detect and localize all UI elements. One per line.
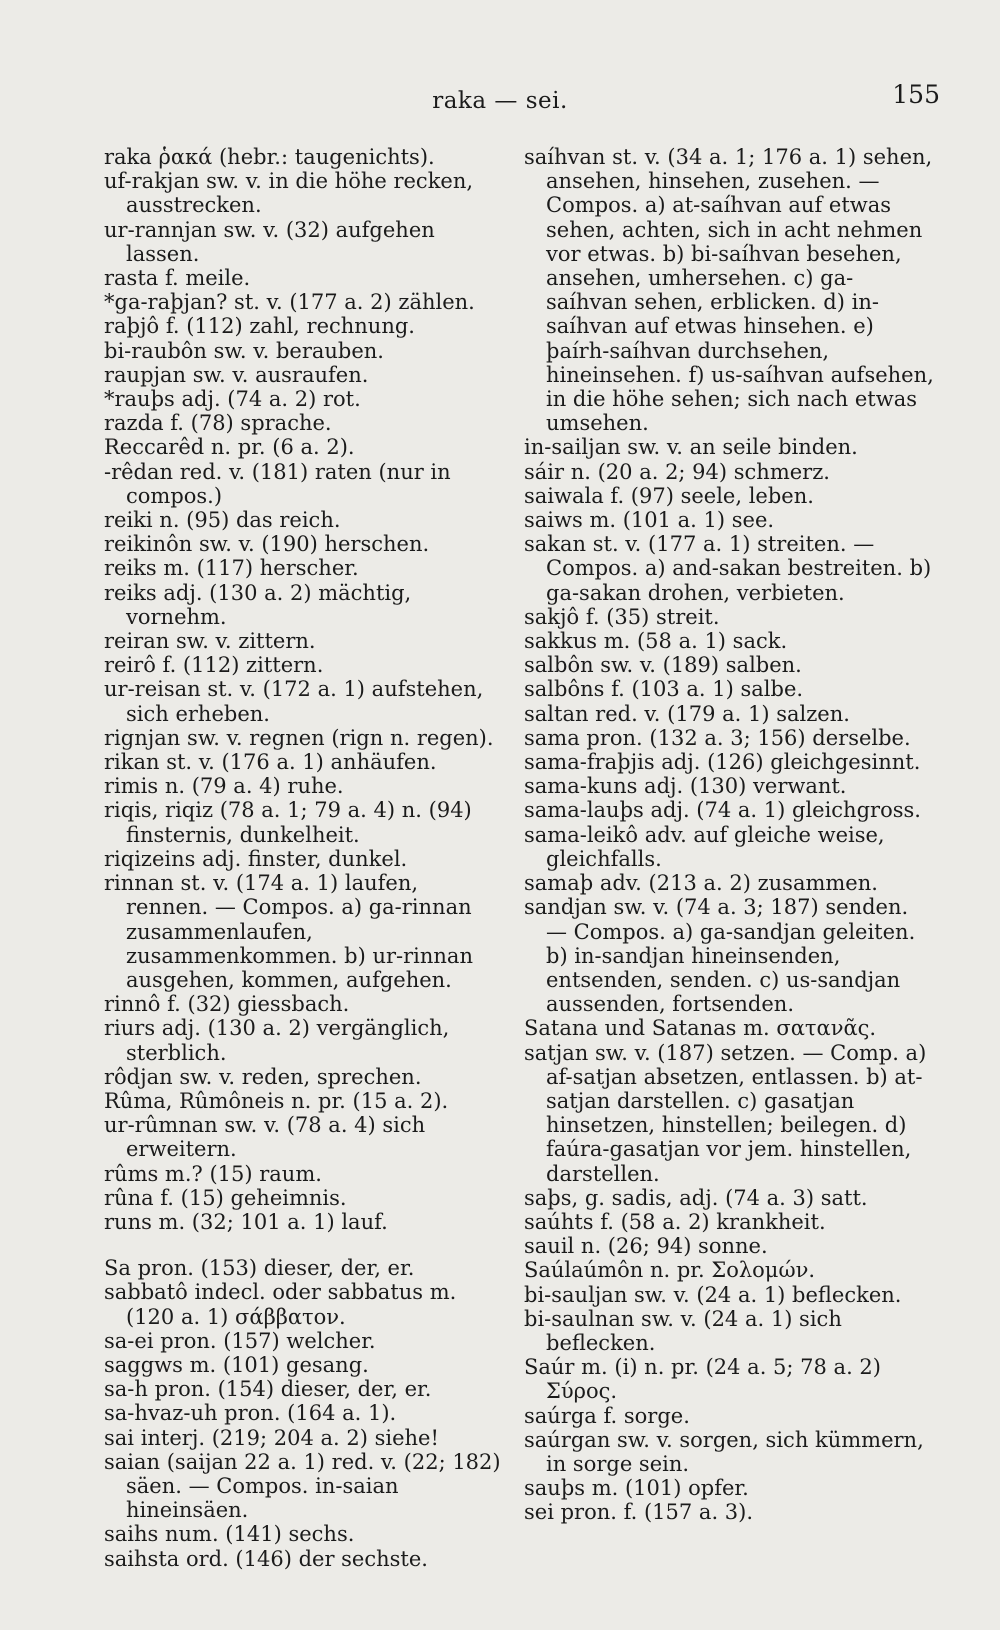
dictionary-entry: rûna f. (15) geheimnis. [104, 1185, 347, 1210]
dictionary-entry: sama-kuns adj. (130) verwant. [524, 774, 847, 799]
section-gap [104, 1234, 504, 1256]
dictionary-entry: Rûma, Rûmôneis n. pr. (15 a. 2). [104, 1088, 449, 1113]
dictionary-entry: saihs num. (141) sechs. [104, 1522, 355, 1547]
dictionary-entry: riqis, riqiz (78 a. 1; 79 a. 4) n. (94) finsternis, dunkelheit. [104, 798, 472, 847]
dictionary-entry: Saúlaúmôn n. pr. Σολομών. [524, 1258, 816, 1283]
dictionary-entry: riqizeins adj. finster, dunkel. [104, 846, 408, 871]
dictionary-entry: ur-reisan st. v. (172 a. 1) aufstehen, sich erheben. [104, 677, 484, 726]
dictionary-entry: saíhvan st. v. (34 a. 1; 176 a. 1) sehen, ansehen, hinsehen, zusehen. — Compos. a) at-saíhvan auf etwas sehen, achten, sich in acht nehmen vor etwas. b) bi-saíhvan besehen, ansehen, umhersehen. c) ga-saíhvan sehen, erblicken. d) in-saíhvan auf etwas hinsehen. e) þaírh-saíhvan durchsehen, hineinsehen. f) us-saíhvan aufsehen, in die höhe sehen; sich nach etwas umsehen. [524, 145, 934, 436]
dictionary-entry: razda f. (78) sprache. [104, 411, 332, 436]
dictionary-entry: sama-fraþjis adj. (126) gleichgesinnt. [524, 750, 921, 775]
dictionary-entry: sa-ei pron. (157) welcher. [104, 1328, 376, 1353]
dictionary-entry: reiks adj. (130 a. 2) mächtig, vornehm. [104, 580, 412, 629]
dictionary-entry: rôdjan sw. v. reden, sprechen. [104, 1064, 422, 1089]
dictionary-entry: reiks m. (117) herscher. [104, 556, 359, 581]
dictionary-entry: reikinôn sw. v. (190) herschen. [104, 532, 430, 557]
left-column [104, 145, 504, 1571]
dictionary-entry: riurs adj. (130 a. 2) vergänglich, sterblich. [104, 1016, 450, 1065]
dictionary-entry: salbôns f. (103 a. 1) salbe. [524, 677, 804, 702]
dictionary-entry: sakjô f. (35) streit. [524, 604, 720, 629]
dictionary-entry: saúrgan sw. v. sorgen, sich kümmern, in sorge sein. [524, 1427, 924, 1476]
dictionary-entry: ur-rannjan sw. v. (32) aufgehen lassen. [104, 217, 435, 266]
dictionary-entry: bi-sauljan sw. v. (24 a. 1) beflecken. [524, 1282, 902, 1307]
dictionary-entry: sauþs m. (101) opfer. [524, 1476, 749, 1501]
dictionary-entry: sama-leikô adv. auf gleiche weise, gleichfalls. [524, 822, 885, 871]
dictionary-entry: saian (saijan 22 a. 1) red. v. (22; 182) säen. — Compos. in-saian hineinsäen. [104, 1449, 501, 1523]
dictionary-entry: sandjan sw. v. (74 a. 3; 187) senden. — Compos. a) ga-sandjan geleiten. b) in-sandjan hineinsenden, entsenden, senden. c) us-sandjan aussenden, fortsenden. [524, 895, 916, 1017]
dictionary-entry: sakkus m. (58 a. 1) sack. [524, 629, 788, 654]
dictionary-entry: sama-lauþs adj. (74 a. 1) gleichgross. [524, 798, 921, 823]
right-column [524, 145, 934, 1525]
dictionary-entry: sei pron. f. (157 a. 3). [524, 1500, 754, 1525]
dictionary-entry: sama pron. (132 a. 3; 156) derselbe. [524, 725, 911, 750]
dictionary-entry: salbôn sw. v. (189) salben. [524, 653, 802, 678]
dictionary-entry: *ga-raþjan? st. v. (177 a. 2) zählen. [104, 290, 475, 315]
dictionary-entry: Satana und Satanas m. σατανᾶς. [524, 1016, 877, 1041]
dictionary-entry: rûms m.? (15) raum. [104, 1161, 322, 1186]
dictionary-entry: rikan st. v. (176 a. 1) anhäufen. [104, 750, 437, 775]
dictionary-entry: -rêdan red. v. (181) raten (nur in compos.) [104, 459, 451, 508]
dictionary-entry: sauil n. (26; 94) sonne. [524, 1234, 768, 1259]
dictionary-entry: *rauþs adj. (74 a. 2) rot. [104, 387, 361, 412]
dictionary-entry: saltan red. v. (179 a. 1) salzen. [524, 701, 850, 726]
dictionary-entry: raupjan sw. v. ausraufen. [104, 362, 369, 387]
dictionary-entry: uf-rakjan sw. v. in die höhe recken, ausstrecken. [104, 169, 474, 218]
dictionary-entry: saiwala f. (97) seele, leben. [524, 483, 814, 508]
dictionary-entry: saúhts f. (58 a. 2) krankheit. [524, 1209, 826, 1234]
dictionary-entry: rinnô f. (32) giessbach. [104, 992, 350, 1017]
dictionary-entry: rasta f. meile. [104, 266, 251, 291]
dictionary-entry: in-sailjan sw. v. an seile binden. [524, 435, 858, 460]
dictionary-entry: Sa pron. (153) dieser, der, er. [104, 1256, 415, 1281]
dictionary-entry: sakan st. v. (177 a. 1) streiten. — Compos. a) and-sakan bestreiten. b) ga-sakan drohen, verbieten. [524, 532, 932, 605]
dictionary-entry: satjan sw. v. (187) setzen. — Comp. a) af-satjan absetzen, entlassen. b) at-satjan darstellen. c) gasatjan hinsetzen, hinstellen; beilegen. d) faúra-gasatjan vor jem. hinstellen, darstellen. [524, 1040, 927, 1186]
dictionary-entry: saúrga f. sorge. [524, 1403, 690, 1428]
dictionary-entry: sa-hvaz-uh pron. (164 a. 1). [104, 1401, 397, 1426]
dictionary-entry: raka ῥακά (hebr.: taugenichts). [104, 145, 435, 169]
dictionary-entry: saihsta ord. (146) der sechste. [104, 1546, 428, 1571]
dictionary-entry: sa-h pron. (154) dieser, der, er. [104, 1377, 432, 1402]
dictionary-entry: runs m. (32; 101 a. 1) lauf. [104, 1209, 388, 1234]
dictionary-entry: ur-rûmnan sw. v. (78 a. 4) sich erweitern. [104, 1113, 426, 1162]
dictionary-entry: sáir n. (20 a. 2; 94) schmerz. [524, 459, 830, 484]
dictionary-entry: bi-raubôn sw. v. berauben. [104, 338, 384, 363]
dictionary-entry: Saúr m. (i) n. pr. (24 a. 5; 78 a. 2) Σύρος. [524, 1355, 881, 1404]
dictionary-entry: reirô f. (112) zittern. [104, 653, 324, 678]
dictionary-entry: sabbatô indecl. oder sabbatus m. (120 a. 1) σάββατον. [104, 1280, 457, 1329]
dictionary-entry: rignjan sw. v. regnen (rign n. regen). [104, 725, 494, 750]
dictionary-entry: reiki n. (95) das reich. [104, 508, 341, 533]
dictionary-entry: saþs, g. sadis, adj. (74 a. 3) satt. [524, 1185, 868, 1210]
dictionary-entry: Reccarêd n. pr. (6 a. 2). [104, 435, 355, 460]
dictionary-entry: saiws m. (101 a. 1) see. [524, 508, 775, 533]
page-number: 155 [892, 80, 940, 109]
dictionary-entry: bi-saulnan sw. v. (24 a. 1) sich beflecken. [524, 1306, 842, 1355]
dictionary-entry: samaþ adv. (213 a. 2) zusammen. [524, 871, 878, 896]
running-head: raka — sei. [432, 88, 568, 114]
dictionary-entry: raþjô f. (112) zahl, rechnung. [104, 314, 415, 339]
dictionary-entry: rinnan st. v. (174 a. 1) laufen, rennen. — Compos. a) ga-rinnan zusammenlaufen, zusammenkommen. b) ur-rinnan ausgehen, kommen, aufgehen. [104, 871, 473, 992]
dictionary-entry: saggws m. (101) gesang. [104, 1352, 369, 1377]
dictionary-entry: reiran sw. v. zittern. [104, 629, 316, 654]
dictionary-entry: rimis n. (79 a. 4) ruhe. [104, 774, 344, 799]
dictionary-entry: sai interj. (219; 204 a. 2) siehe! [104, 1425, 439, 1450]
